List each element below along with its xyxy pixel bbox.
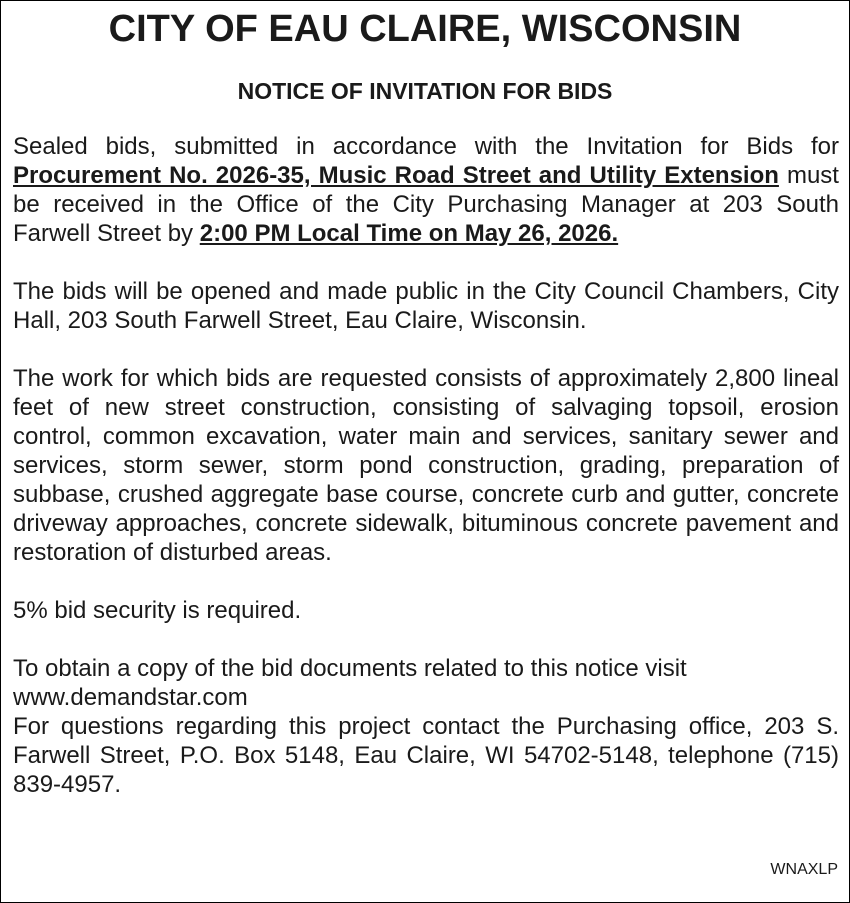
work-description-paragraph: The work for which bids are requested consists of approximately 2,800 lineal feet of new street construction, consisting of salvaging topsoil, erosion control, common excavation, water main and services, sanitary sewer and services, storm sewer, storm pond construction, grading, preparation of subbase, crushed aggregate base course, concrete curb and gutter, concrete driveway approaches, concrete sidewalk, bituminous concrete pavement and restoration of disturbed areas.	[13, 365, 839, 566]
notice-subtitle: NOTICE OF INVITATION FOR BIDS	[237, 78, 613, 104]
reference-code: WNAXLP	[770, 861, 838, 878]
bid-deadline: 2:00 PM Local Time on May 26, 2026.	[199, 220, 619, 247]
bid-submission-paragraph	[13, 132, 839, 248]
contact-paragraph: For questions regarding this project contact the Purchasing office, 203 S. Farwell Street, P.O. Box 5148, Eau Claire, WI 54702-5148, telephone (715) 839-4957.	[13, 713, 839, 798]
notice-title: CITY OF EAU CLAIRE, WISCONSIN	[108, 8, 742, 50]
procurement-title: Procurement No. 2026-35, Music Road Street and Utility Extension	[13, 162, 779, 189]
website-link[interactable]: www.demandstar.com	[13, 684, 248, 711]
bid-opening-paragraph: The bids will be opened and made public in the City Council Chambers, City Hall, 203 South Farwell Street, Eau Claire, Wisconsin.	[13, 278, 839, 334]
submission-text-start: Sealed bids, submitted in accordance with the Invitation for Bids for	[13, 133, 839, 160]
bid-security-paragraph: 5% bid security is required.	[13, 597, 302, 624]
notice-body	[13, 132, 839, 799]
bid-documents-paragraph: To obtain a copy of the bid documents related to this notice visit	[13, 655, 687, 682]
submission-text-middle: must be received in the Office of the City Purchasing Manager at 203 South Farwell Street by	[13, 162, 839, 247]
